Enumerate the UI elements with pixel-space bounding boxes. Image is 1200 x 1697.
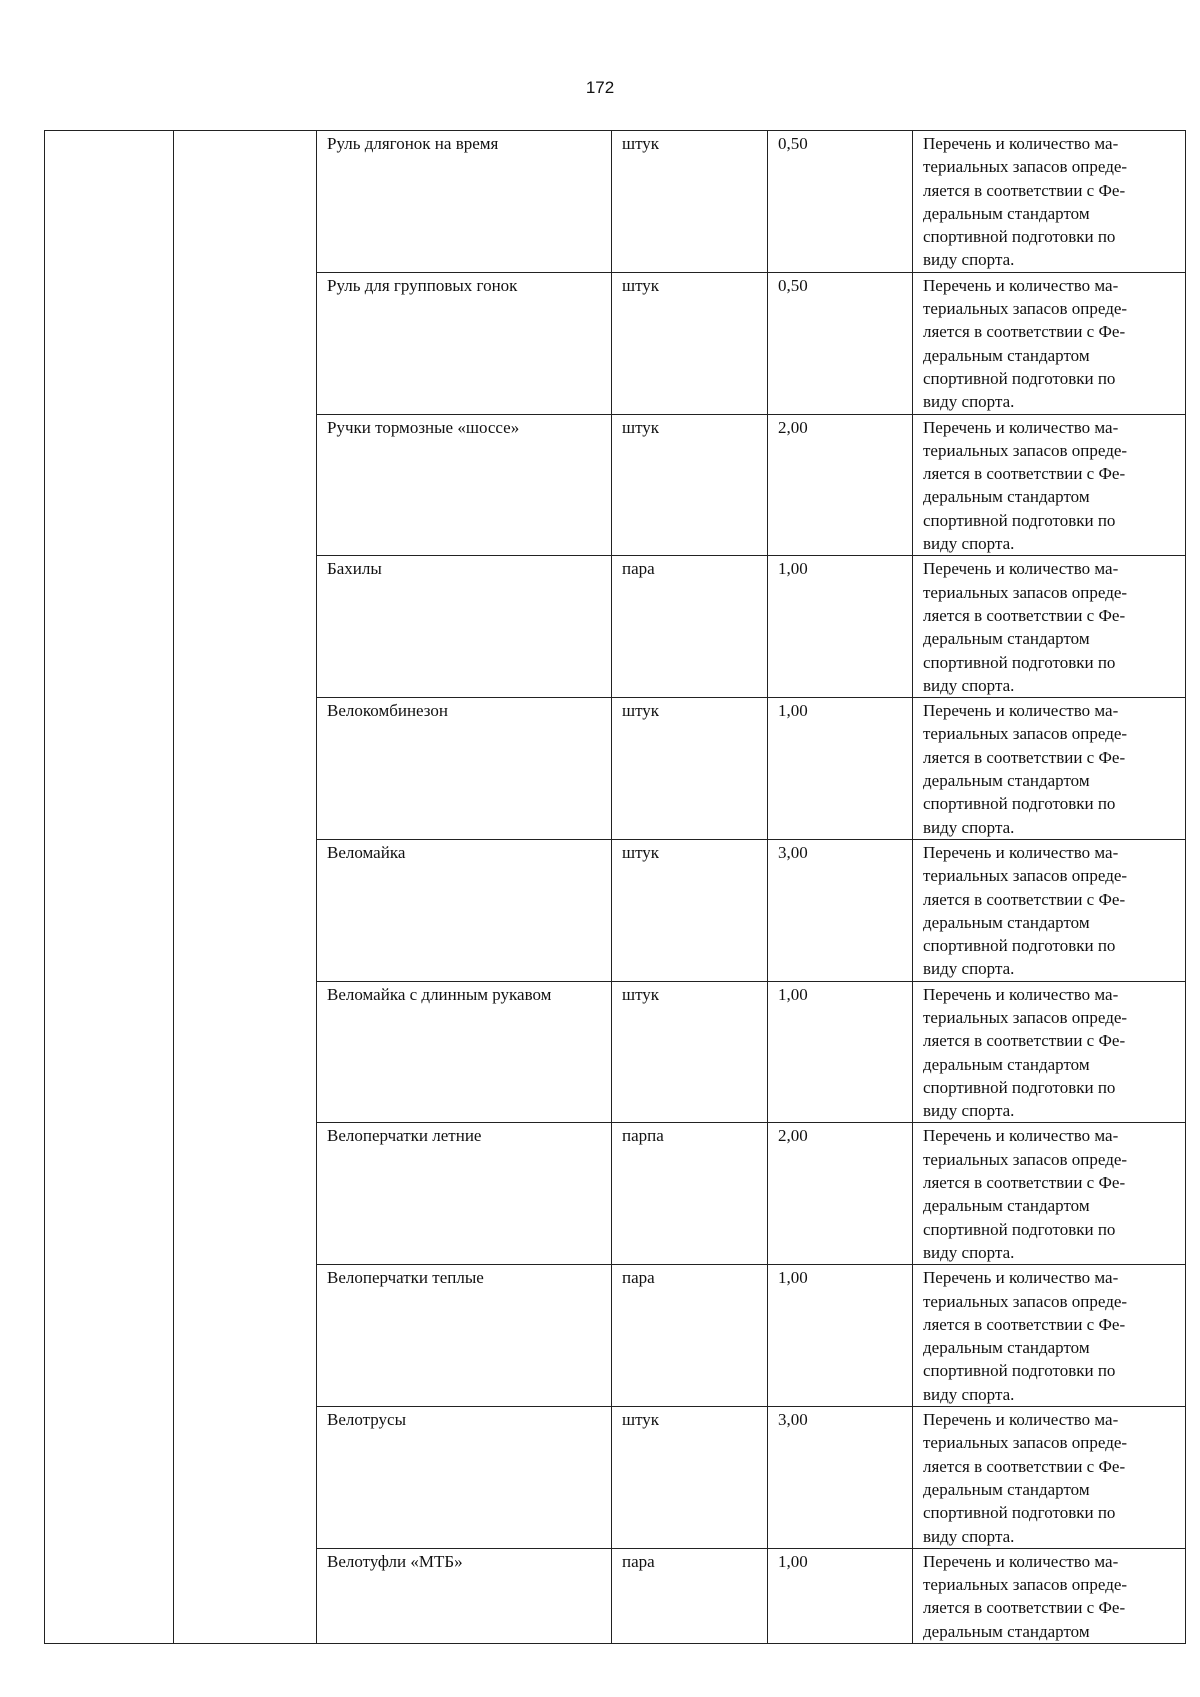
item-name-cell: Велотрусы: [317, 1407, 612, 1549]
note-line: териальных запасов опреде-: [923, 582, 1128, 602]
unit-cell: штук: [612, 839, 768, 981]
note-line: териальных запасов опреде-: [923, 724, 1128, 744]
note-line: териальных запасов опреде-: [923, 157, 1128, 177]
note-line: спортивной подготовки по: [923, 368, 1116, 388]
note-cell: [913, 1407, 1186, 1549]
unit-cell: штук: [612, 414, 768, 556]
item-name-cell: Велоперчатки летние: [317, 1123, 612, 1265]
table-body: [45, 131, 1186, 1644]
note-line: спортивной подготовки по: [923, 936, 1116, 956]
note-cell: [913, 1265, 1186, 1407]
note-line: Перечень и количество ма-: [923, 275, 1119, 295]
unit-cell: штук: [612, 131, 768, 273]
note-cell: [913, 556, 1186, 698]
note-line: ляется в соответствии с Фе-: [923, 1456, 1126, 1476]
unit-cell: пара: [612, 556, 768, 698]
note-line: спортивной подготовки по: [923, 1219, 1116, 1239]
note-line: териальных запасов опреде-: [923, 1291, 1128, 1311]
unit-cell: штук: [612, 698, 768, 840]
note-line: деральным стандартом: [923, 912, 1090, 932]
note-cell: [913, 698, 1186, 840]
page-number: 172: [585, 78, 615, 97]
note-line: спортивной подготовки по: [923, 227, 1116, 247]
note-line: териальных запасов опреде-: [923, 440, 1128, 460]
note-line: ляется в соответствии с Фе-: [923, 464, 1126, 484]
note-cell: [913, 839, 1186, 981]
note-line: спортивной подготовки по: [923, 1503, 1116, 1523]
note-line: териальных запасов опреде-: [923, 1007, 1128, 1027]
item-name-cell: Ручки тормозные «шоссе»: [317, 414, 612, 556]
note-line: деральным стандартом: [923, 771, 1090, 791]
quantity-cell: 0,50: [768, 131, 913, 273]
note-line: спортивной подготовки по: [923, 1361, 1116, 1381]
note-cell: [913, 131, 1186, 273]
note-line: Перечень и количество ма-: [923, 1126, 1119, 1146]
quantity-cell: 1,00: [768, 698, 913, 840]
note-line: Перечень и количество ма-: [923, 1268, 1119, 1288]
unit-cell: парпа: [612, 1123, 768, 1265]
unit-cell: пара: [612, 1548, 768, 1643]
note-line: Перечень и количество ма-: [923, 134, 1119, 153]
note-line: Перечень и количество ма-: [923, 701, 1119, 721]
quantity-cell: 2,00: [768, 414, 913, 556]
unit-cell: штук: [612, 272, 768, 414]
note-cell: [913, 414, 1186, 556]
note-line: Перечень и количество ма-: [923, 1551, 1119, 1571]
note-line: Перечень и количество ма-: [923, 559, 1119, 579]
quantity-cell: 3,00: [768, 1407, 913, 1549]
note-line: спортивной подготовки по: [923, 1077, 1116, 1097]
note-line: виду спорта.: [923, 817, 1015, 837]
note-line: Перечень и количество ма-: [923, 984, 1119, 1004]
note-line: Перечень и количество ма-: [923, 1410, 1119, 1430]
note-line: виду спорта.: [923, 959, 1015, 979]
note-line: Перечень и количество ма-: [923, 417, 1119, 437]
note-line: виду спорта.: [923, 1242, 1015, 1262]
item-name-cell: Руль для групповых гонок: [317, 272, 612, 414]
note-line: виду спорта.: [923, 675, 1015, 695]
note-line: ляется в соответствии с Фе-: [923, 889, 1126, 909]
item-name-cell: Руль длягонок на время: [317, 131, 612, 273]
note-line: деральным стандартом: [923, 1621, 1090, 1641]
note-line: виду спорта.: [923, 1384, 1015, 1404]
note-line: спортивной подготовки по: [923, 652, 1116, 672]
quantity-cell: 0,50: [768, 272, 913, 414]
note-cell: [913, 981, 1186, 1123]
note-line: виду спорта.: [923, 250, 1015, 270]
note-line: териальных запасов опреде-: [923, 866, 1128, 886]
note-line: ляется в соответствии с Фе-: [923, 1598, 1126, 1618]
note-line: Перечень и количество ма-: [923, 842, 1119, 862]
quantity-cell: 2,00: [768, 1123, 913, 1265]
note-cell: [913, 1548, 1186, 1643]
merged-cell-col-2: [174, 131, 317, 1644]
quantity-cell: 1,00: [768, 1548, 913, 1643]
quantity-cell: 3,00: [768, 839, 913, 981]
note-line: ляется в соответствии с Фе-: [923, 605, 1126, 625]
note-line: териальных запасов опреде-: [923, 1433, 1128, 1453]
equipment-table: [44, 130, 1186, 1644]
note-line: виду спорта.: [923, 1101, 1015, 1121]
note-line: виду спорта.: [923, 1526, 1015, 1546]
note-line: виду спорта.: [923, 534, 1015, 554]
note-line: виду спорта.: [923, 392, 1015, 412]
unit-cell: пара: [612, 1265, 768, 1407]
note-line: ляется в соответствии с Фе-: [923, 1314, 1126, 1334]
note-line: спортивной подготовки по: [923, 510, 1116, 530]
unit-cell: штук: [612, 1407, 768, 1549]
note-line: деральным стандартом: [923, 487, 1090, 507]
note-line: ляется в соответствии с Фе-: [923, 322, 1126, 342]
note-line: деральным стандартом: [923, 345, 1090, 365]
unit-cell: штук: [612, 981, 768, 1123]
note-line: ляется в соответствии с Фе-: [923, 1173, 1126, 1193]
note-line: спортивной подготовки по: [923, 794, 1116, 814]
note-line: териальных запасов опреде-: [923, 1149, 1128, 1169]
note-line: териальных запасов опреде-: [923, 299, 1128, 319]
note-line: деральным стандартом: [923, 203, 1090, 223]
quantity-cell: 1,00: [768, 556, 913, 698]
note-line: деральным стандартом: [923, 1338, 1090, 1358]
item-name-cell: Веломайка: [317, 839, 612, 981]
item-name-cell: Велотуфли «МТБ»: [317, 1548, 612, 1643]
item-name-cell: Велоперчатки теплые: [317, 1265, 612, 1407]
item-name-cell: Веломайка с длинным рукавом: [317, 981, 612, 1123]
note-line: деральным стандартом: [923, 629, 1090, 649]
note-line: териальных запасов опреде-: [923, 1575, 1128, 1595]
table-row: [45, 131, 1186, 273]
quantity-cell: 1,00: [768, 981, 913, 1123]
note-line: деральным стандартом: [923, 1196, 1090, 1216]
note-line: ляется в соответствии с Фе-: [923, 747, 1126, 767]
note-cell: [913, 272, 1186, 414]
quantity-cell: 1,00: [768, 1265, 913, 1407]
item-name-cell: Велокомбинезон: [317, 698, 612, 840]
note-line: деральным стандартом: [923, 1054, 1090, 1074]
note-line: ляется в соответствии с Фе-: [923, 1031, 1126, 1051]
note-cell: [913, 1123, 1186, 1265]
note-line: деральным стандартом: [923, 1479, 1090, 1499]
merged-cell-col-1: [45, 131, 174, 1644]
note-line: ляется в соответствии с Фе-: [923, 180, 1126, 200]
item-name-cell: Бахилы: [317, 556, 612, 698]
